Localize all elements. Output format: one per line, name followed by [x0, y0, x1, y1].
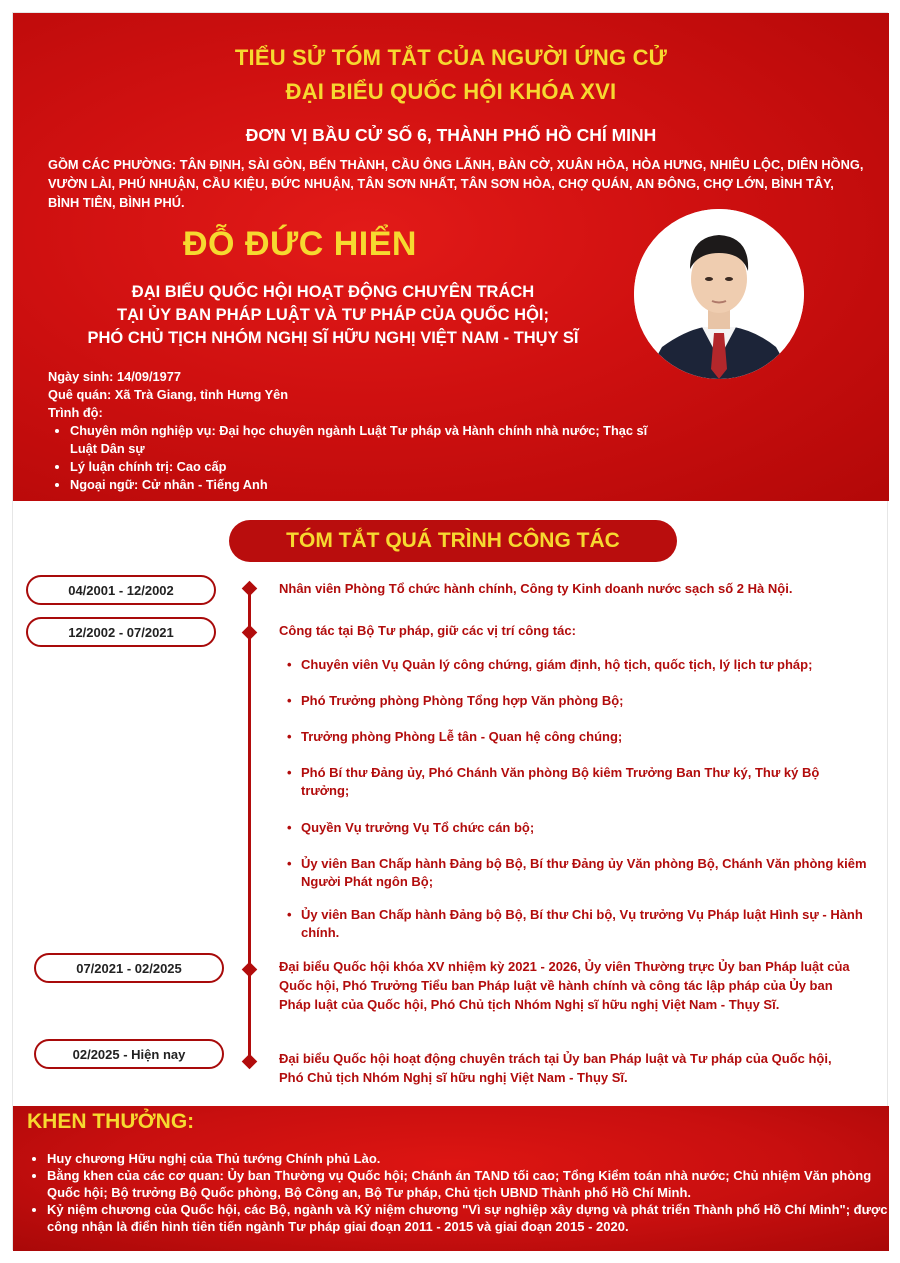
birth-date: Ngày sinh: 14/09/1977 — [48, 369, 182, 384]
timeline-diamond-icon — [242, 962, 258, 978]
award-item: • Kỷ niệm chương của Quốc hội, các Bộ, ngành và Kỷ niệm chương "Vì sự nghiệp xây dựng và phát triển Thành phố Hồ Chí Minh"; được công nhận là điển hình tiên tiến ngành Tư pháp giai đoạn 2011 - 2015 và giai đoạn 2015 - 2020. — [47, 1201, 900, 1235]
career-entry-text: Công tác tại Bộ Tư pháp, giữ các vị trí công tác: — [279, 623, 576, 638]
period-badge: 04/2001 - 12/2002 — [26, 575, 216, 605]
biography-page — [12, 12, 888, 1250]
timeline-diamond-icon — [242, 625, 258, 641]
period-badge: 07/2021 - 02/2025 — [34, 953, 224, 983]
award-item: • Huy chương Hữu nghị của Thủ tướng Chính phủ Lào. — [47, 1150, 900, 1167]
role-line: TẠI ỦY BAN PHÁP LUẬT VÀ TƯ PHÁP CỦA QUỐC HỘI; — [116, 306, 550, 324]
awards-list — [27, 1150, 900, 1235]
career-entry-text: Đại biểu Quốc hội khóa XV nhiệm kỳ 2021 - 2026, Ủy viên Thường trực Ủy ban Pháp luật của Quốc hội, Phó Trưởng Tiểu ban Pháp luật về hành chính và công tác lập pháp của Ủy ban Pháp luật của Quốc hội, Phó Chủ tịch Nhóm Nghị sĩ hữu nghị Việt Nam - Thụy Sĩ. — [279, 959, 850, 1012]
position-item: • Phó Trưởng phòng Phòng Tổng hợp Văn phòng Bộ; — [287, 692, 867, 710]
awards-panel — [13, 1106, 889, 1251]
education-list — [48, 422, 668, 494]
timeline-diamond-icon — [242, 581, 258, 597]
awards-title: KHEN THƯỞNG: — [27, 1110, 195, 1133]
education-label: Trình độ: — [48, 405, 103, 420]
timeline-diamond-icon — [242, 1054, 258, 1070]
position-item: • Phó Bí thư Đảng ủy, Phó Chánh Văn phòng Bộ kiêm Trưởng Ban Thư ký, Thư ký Bộ trưởng; — [287, 764, 867, 800]
timeline-line — [248, 588, 251, 1068]
electoral-unit: ĐƠN VỊ BẦU CỬ SỐ 6, THÀNH PHỐ HỒ CHÍ MINH — [245, 125, 657, 145]
portrait-photo-icon — [634, 209, 804, 379]
candidate-roles — [38, 281, 628, 350]
header-panel — [13, 13, 889, 501]
wards-list: GỒM CÁC PHƯỜNG: TÂN ĐỊNH, SÀI GÒN, BẾN THÀNH, CẦU ÔNG LÃNH, BÀN CỜ, XUÂN HÒA, HÒA HƯNG, NHIÊU LỘC, DIÊN HỒNG, VƯỜN LÀI, PHÚ NHUẬN, CẦU KIỆU, ĐỨC NHUẬN, TÂN SƠN NHẤT, TÂN SƠN HÒA, CHỢ QUÁN, AN ĐÔNG, CHỢ LỚN, BÌNH TÂY, BÌNH TIÊN, BÌNH PHÚ. — [48, 157, 864, 210]
position-item: • Ủy viên Ban Chấp hành Đảng bộ Bộ, Bí thư Đảng ủy Văn phòng Bộ, Chánh Văn phòng kiêm Người Phát ngôn Bộ; — [287, 855, 867, 891]
title-line-2: ĐẠI BIỂU QUỐC HỘI KHÓA XVI — [285, 79, 617, 104]
hometown: Quê quán: Xã Trà Giang, tỉnh Hưng Yên — [48, 387, 289, 402]
role-line: PHÓ CHỦ TỊCH NHÓM NGHỊ SĨ HỮU NGHỊ VIỆT NAM - THỤY SĨ — [87, 329, 579, 347]
role-line: ĐẠI BIỂU QUỐC HỘI HOẠT ĐỘNG CHUYÊN TRÁCH — [131, 283, 535, 301]
position-item: • Ủy viên Ban Chấp hành Đảng bộ Bộ, Bí thư Chi bộ, Vụ trưởng Vụ Pháp luật Hình sự - Hành chính. — [287, 906, 867, 942]
candidate-name: ĐỖ ĐỨC HIỂN — [183, 225, 417, 263]
education-item: • Lý luận chính trị: Cao cấp — [70, 458, 668, 476]
position-item: • Trưởng phòng Phòng Lễ tân - Quan hệ công chúng; — [287, 728, 867, 746]
period-badge: 12/2002 - 07/2021 — [26, 617, 216, 647]
career-section-title: TÓM TẮT QUÁ TRÌNH CÔNG TÁC — [229, 520, 677, 562]
position-item: • Chuyên viên Vụ Quản lý công chứng, giám định, hộ tịch, quốc tịch, lý lịch tư pháp; — [287, 656, 867, 674]
personal-info — [48, 368, 668, 494]
career-entry-text: Nhân viên Phòng Tổ chức hành chính, Công ty Kinh doanh nước sạch số 2 Hà Nội. — [279, 581, 793, 596]
career-entry-text: Đại biểu Quốc hội hoạt động chuyên trách tại Ủy ban Pháp luật và Tư pháp của Quốc hội, Phó Chủ tịch Nhóm Nghị sĩ hữu nghị Việt Nam - Thụy Sĩ. — [279, 1051, 832, 1085]
title-line-1: TIỂU SỬ TÓM TẮT CỦA NGƯỜI ỨNG CỬ — [234, 45, 668, 70]
education-item: • Ngoại ngữ: Cử nhân - Tiếng Anh — [70, 476, 668, 494]
education-item: • Chuyên môn nghiệp vụ: Đại học chuyên ngành Luật Tư pháp và Hành chính nhà nước; Thạc sĩ Luật Dân sự — [70, 422, 668, 458]
position-item: • Quyền Vụ trưởng Vụ Tổ chức cán bộ; — [287, 819, 867, 837]
period-badge: 02/2025 - Hiện nay — [34, 1039, 224, 1069]
award-item: • Bằng khen của các cơ quan: Ủy ban Thường vụ Quốc hội; Chánh án TAND tối cao; Tổng Kiểm toán nhà nước; Chủ nhiệm Văn phòng Quốc hội; Bộ trưởng Bộ Quốc phòng, Bộ Công an, Bộ Tư pháp, Chủ tịch UBND Thành phố Hồ Chí Minh. — [47, 1167, 900, 1201]
